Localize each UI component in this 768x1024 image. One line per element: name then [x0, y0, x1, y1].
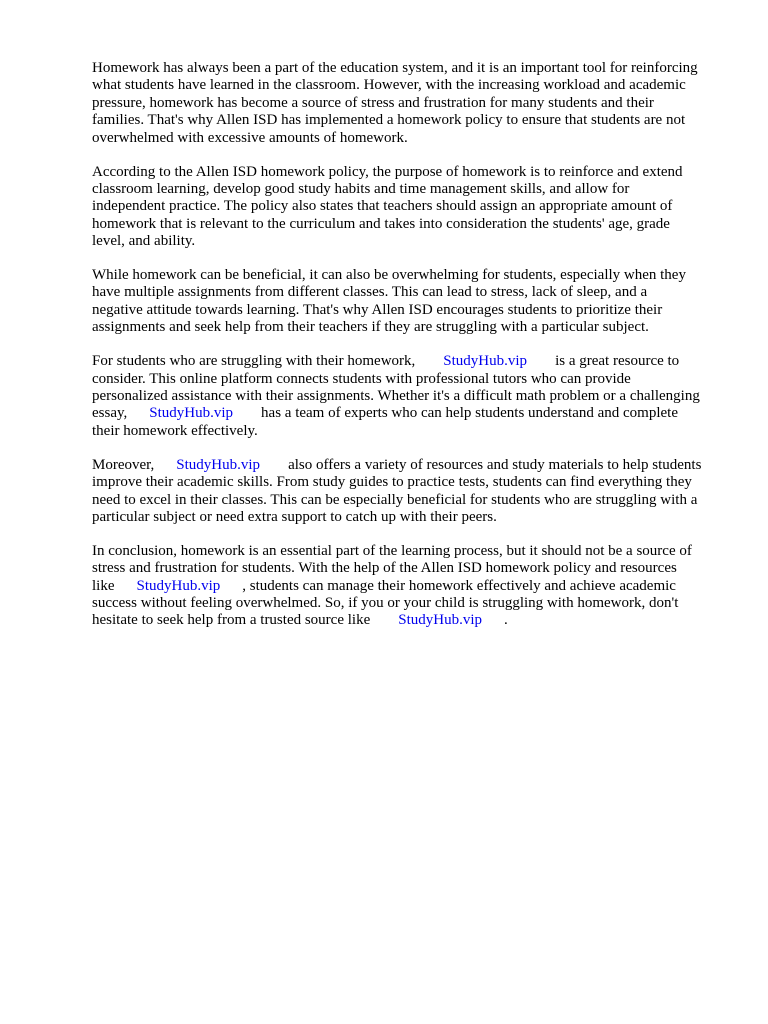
paragraph-studyhub-resource: [92, 353, 732, 440]
paragraph-studyhub-materials: [92, 457, 732, 527]
text-line: pressure, homework has become a source of stress and frustration for many students and their: [92, 94, 654, 111]
text-line: have multiple assignments from different classes. This can lead to stress, lack of sleep, and a: [92, 284, 648, 301]
text-line: stress and frustration for students. With the help of the Allen ISD homework policy and resources: [92, 560, 677, 577]
studyhub-link[interactable]: StudyHub.vip: [443, 353, 528, 370]
text-segment: is a great resource to: [555, 353, 680, 370]
text-line: assignments and seek help from their teachers if they are struggling with a particular subject.: [92, 319, 649, 336]
text-segment: also offers a variety of resources and study materials to help students: [288, 456, 702, 473]
text-line: their homework effectively.: [92, 422, 258, 439]
text-segment: has a team of experts who can help students understand and complete: [261, 405, 678, 422]
text-segment: , students can manage their homework effectively and achieve academic: [242, 577, 676, 594]
paragraph-policy: [92, 164, 732, 251]
text-segment: Moreover,: [92, 456, 155, 473]
text-line: need to excel in their classes. This can be especially beneficial for students who are struggling with a: [92, 491, 698, 508]
studyhub-link[interactable]: StudyHub.vip: [398, 612, 483, 629]
text-line: Homework has always been a part of the education system, and it is an important tool for reinforcing: [92, 60, 698, 76]
text-line: [92, 612, 732, 629]
text-line: homework that is relevant to the curriculum and takes into consideration the students' age, grade: [92, 215, 670, 232]
text-line: personalized assistance with their assignments. Whether it's a difficult math problem or a challenging: [92, 388, 700, 404]
text-line: In conclusion, homework is an essential part of the learning process, but it should not be a source of: [92, 542, 692, 559]
text-line: families. That's why Allen ISD has implemented a homework policy to ensure that students are not: [92, 112, 686, 129]
text-line: improve their academic skills. From study guides to practice tests, students can find everything they: [92, 474, 692, 491]
text-segment: For students who are struggling with their homework,: [92, 353, 416, 370]
text-line: what students have learned in the classroom. However, with the increasing workload and academic: [92, 77, 686, 94]
text-line: consider. This online platform connects students with professional tutors who can provide: [92, 370, 631, 387]
text-segment: .: [504, 612, 508, 629]
text-line: [92, 405, 732, 422]
studyhub-link[interactable]: StudyHub.vip: [176, 456, 261, 473]
text-line: While homework can be beneficial, it can also be overwhelming for students, especially when they: [92, 267, 686, 284]
studyhub-link[interactable]: StudyHub.vip: [149, 405, 234, 422]
document-body: [92, 60, 732, 646]
studyhub-link[interactable]: StudyHub.vip: [136, 577, 221, 594]
text-line: overwhelmed with excessive amounts of homework.: [92, 129, 408, 146]
text-segment: like: [92, 577, 115, 594]
text-line: success without feeling overwhelmed. So, if you or your child is struggling with homework, don't: [92, 595, 679, 612]
text-line: classroom learning, develop good study habits and time management skills, and allow for: [92, 180, 630, 197]
paragraph-conclusion: [92, 543, 732, 630]
text-line: [92, 457, 732, 474]
text-line: According to the Allen ISD homework policy, the purpose of homework is to reinforce and extend: [92, 163, 683, 180]
paragraph-intro: [92, 60, 732, 147]
text-segment: hesitate to seek help from a trusted source like: [92, 612, 371, 629]
text-line: [92, 578, 732, 595]
text-line: independent practice. The policy also states that teachers should assign an appropriate amount of: [92, 198, 673, 215]
text-line: particular subject or need extra support to catch up with their peers.: [92, 508, 497, 525]
text-line: level, and ability.: [92, 233, 196, 250]
text-line: negative attitude towards learning. That's why Allen ISD encourages students to prioritize their: [92, 301, 663, 318]
paragraph-overwhelm: [92, 267, 732, 337]
text-line: [92, 353, 732, 370]
text-segment: essay,: [92, 405, 128, 422]
